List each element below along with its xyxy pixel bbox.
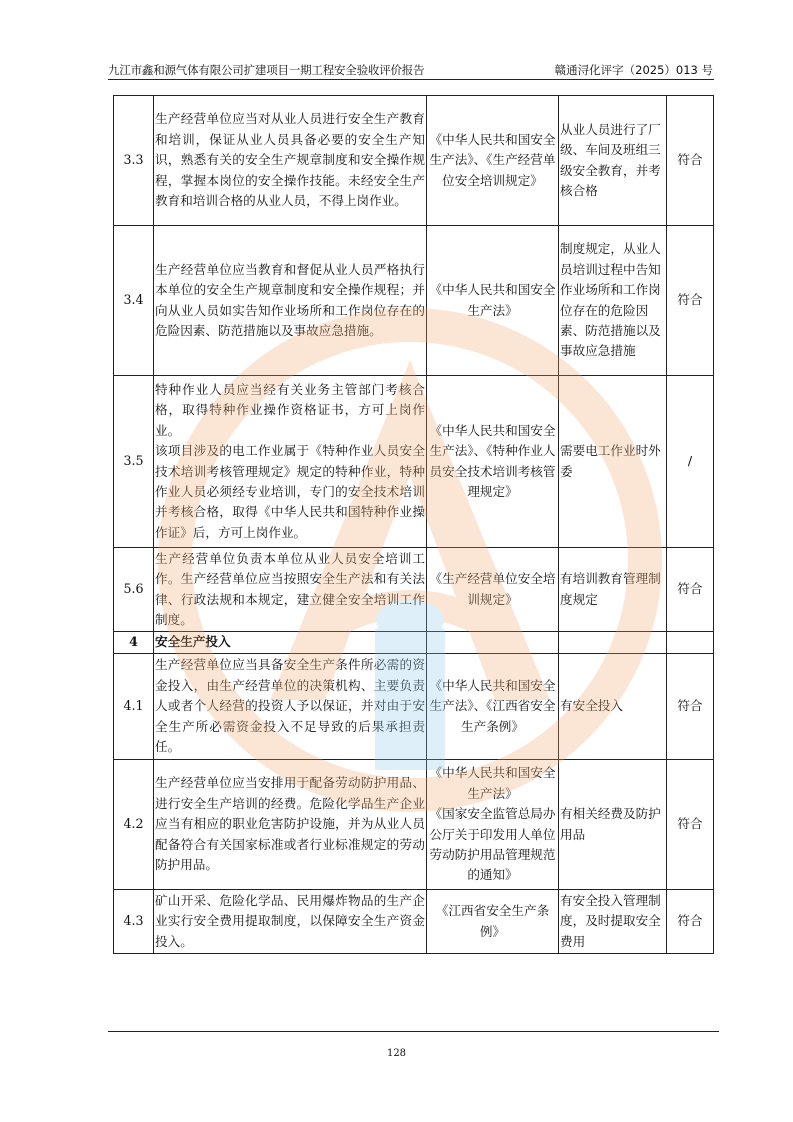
table-section-row bbox=[114, 632, 714, 654]
section-basis bbox=[427, 632, 559, 654]
page-number: 128 bbox=[386, 1048, 407, 1059]
row-content: 特种作业人员应当经有关业务主管部门考核合格，取得特种作业操作资格证书，方可上岗作业。 该项目涉及的电工作业属于《特种作业人员安全技术培训考核管理规定》规定的特种作业，特种作业人员必须经专业培训，专门的安全技术培训并考核合格，取得《中华人民共和国特种作业操作证》后，方可上岗作业。 bbox=[154, 376, 427, 548]
table-row bbox=[114, 226, 714, 376]
table-row bbox=[114, 376, 714, 548]
table-row bbox=[114, 96, 714, 226]
page-header-title: 九江市鑫和源气体有限公司扩建项目一期工程安全验收评价报告 bbox=[108, 63, 425, 77]
row-status: 从业人员进行了厂级、车间及班组三级安全教育，并考核合格 bbox=[559, 96, 667, 226]
section-title: 安全生产投入 bbox=[154, 632, 427, 654]
row-number: 3.3 bbox=[114, 96, 154, 226]
row-content: 生产经营单位应当教育和督促从业人员严格执行本单位的安全生产规章制度和安全操作规程；并向从业人员如实告知作业场所和工作岗位存在的危险因素、防范措施以及事故应急措施。 bbox=[154, 226, 427, 376]
row-number: 4.2 bbox=[114, 760, 154, 890]
page-header-doc-number: 赣通浔化评字（2025）013 号 bbox=[554, 63, 713, 77]
row-content: 生产经营单位应当安排用于配备劳动防护用品、进行安全生产培训的经费。危险化学品生产企业应当有相应的职业危害防护设施，并为从业人员配备符合有关国家标准或者行业标准规定的劳动防护用品。 bbox=[154, 760, 427, 890]
row-number: 4.1 bbox=[114, 654, 154, 760]
table-row bbox=[114, 760, 714, 890]
row-status: 制度规定，从业人员培训过程中告知作业场所和工作岗位存在的危险因素、防范措施以及事故应急措施 bbox=[559, 226, 667, 376]
row-content: 生产经营单位应当对从业人员进行安全生产教育和培训，保证从业人员具备必要的安全生产知识，熟悉有关的安全生产规章制度和安全操作规程，掌握本岗位的安全操作技能。未经安全生产教育和培训合格的从业人员，不得上岗作业。 bbox=[154, 96, 427, 226]
row-result: / bbox=[667, 376, 714, 548]
row-basis: 《中华人民共和国安全生产法》 bbox=[427, 226, 559, 376]
row-number: 5.6 bbox=[114, 548, 154, 632]
row-result: 符合 bbox=[667, 760, 714, 890]
row-result: 符合 bbox=[667, 96, 714, 226]
table-row bbox=[114, 890, 714, 954]
row-result: 符合 bbox=[667, 226, 714, 376]
row-basis: 《中华人民共和国安全生产法》、《特种作业人员安全技术培训考核管理规定》 bbox=[427, 376, 559, 548]
row-result: 符合 bbox=[667, 654, 714, 760]
row-content: 矿山开采、危险化学品、民用爆炸物品的生产企业实行安全费用提取制度，以保障安全生产资金投入。 bbox=[154, 890, 427, 954]
row-basis: 《江西省安全生产条例》 bbox=[427, 890, 559, 954]
row-number: 4.3 bbox=[114, 890, 154, 954]
table-row bbox=[114, 654, 714, 760]
row-basis: 《中华人民共和国安全生产法》、《生产经营单位安全培训规定》 bbox=[427, 96, 559, 226]
row-content: 生产经营单位负责本单位从业人员安全培训工作。生产经营单位应当按照安全生产法和有关法律、行政法规和本规定，建立健全安全培训工作制度。 bbox=[154, 548, 427, 632]
row-number: 3.5 bbox=[114, 376, 154, 548]
row-result: 符合 bbox=[667, 548, 714, 632]
row-basis: 《中华人民共和国安全生产法》、《江西省安全生产条例》 bbox=[427, 654, 559, 760]
row-result: 符合 bbox=[667, 890, 714, 954]
row-status: 有相关经费及防护用品 bbox=[559, 760, 667, 890]
row-status: 有安全投入 bbox=[559, 654, 667, 760]
row-basis: 《中华人民共和国安全生产法》 《国家安全监管总局办公厅关于印发用人单位劳动防护用品管理规范的通知》 bbox=[427, 760, 559, 890]
row-number: 3.4 bbox=[114, 226, 154, 376]
row-content: 生产经营单位应当具备安全生产条件所必需的资金投入，由生产经营单位的决策机构、主要负责人或者个人经营的投资人予以保证，并对由于安全生产所必需资金投入不足导致的后果承担责任。 bbox=[154, 654, 427, 760]
row-status: 有安全投入管理制度，及时提取安全费用 bbox=[559, 890, 667, 954]
row-status: 有培训教育管理制度规定 bbox=[559, 548, 667, 632]
section-number: 4 bbox=[114, 632, 154, 654]
section-result bbox=[667, 632, 714, 654]
section-status bbox=[559, 632, 667, 654]
footer-divider bbox=[108, 1031, 719, 1032]
row-status: 需要电工作业时外委 bbox=[559, 376, 667, 548]
row-basis: 《生产经营单位安全培训规定》 bbox=[427, 548, 559, 632]
evaluation-table bbox=[113, 95, 714, 954]
header-divider bbox=[108, 79, 714, 80]
table-row bbox=[114, 548, 714, 632]
